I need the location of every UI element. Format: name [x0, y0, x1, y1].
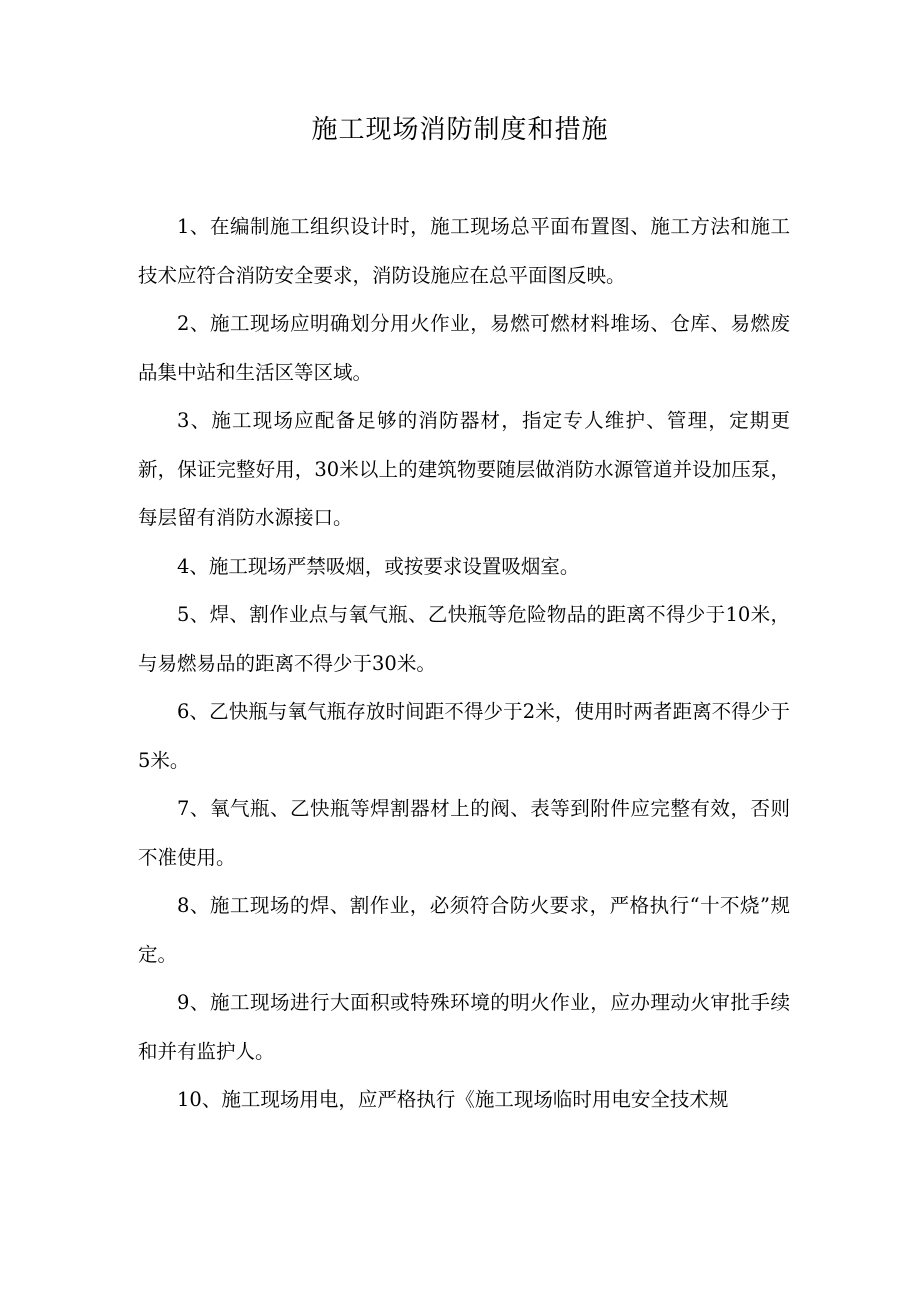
- document-body: [138, 203, 790, 1125]
- page-title: 施工现场消防制度和措施: [311, 115, 609, 145]
- paragraph-6: 6、乙快瓶与氧气瓶存放时间距不得少于2米，使用时两者距离不得少于5米。: [138, 700, 790, 772]
- paragraph-10: 10、施工现场用电，应严格执行《施工现场临时用电安全技术规: [177, 1088, 729, 1111]
- paragraph-9: 9、施工现场进行大面积或特殊环境的明火作业，应办理动火审批手续和并有监护人。: [138, 991, 790, 1063]
- paragraph-1: 1、在编制施工组织设计时，施工现场总平面布置图、施工方法和施工技术应符合消防安全要求，消防设施应在总平面图反映。: [138, 215, 790, 287]
- paragraph-2: 2、施工现场应明确划分用火作业，易燃可燃材料堆场、仓库、易燃废品集中站和生活区等区域。: [138, 312, 790, 384]
- paragraph-8: 8、施工现场的焊、割作业，必须符合防火要求，严格执行“十不烧”规定。: [138, 894, 790, 966]
- paragraph-3: 3、施工现场应配备足够的消防器材，指定专人维护、管理，定期更新，保证完整好用，30米以上的建筑物要随层做消防水源管道并设加压泵，每层留有消防水源接口。: [138, 409, 790, 529]
- paragraph-5: 5、焊、割作业点与氧气瓶、乙快瓶等危险物品的距离不得少于10米，与易燃易品的距离不得少于30米。: [138, 603, 790, 675]
- paragraph-7: 7、氧气瓶、乙快瓶等焊割器材上的阀、表等到附件应完整有效，否则不准使用。: [138, 797, 790, 869]
- paragraph-4: 4、施工现场严禁吸烟，或按要求设置吸烟室。: [177, 554, 580, 578]
